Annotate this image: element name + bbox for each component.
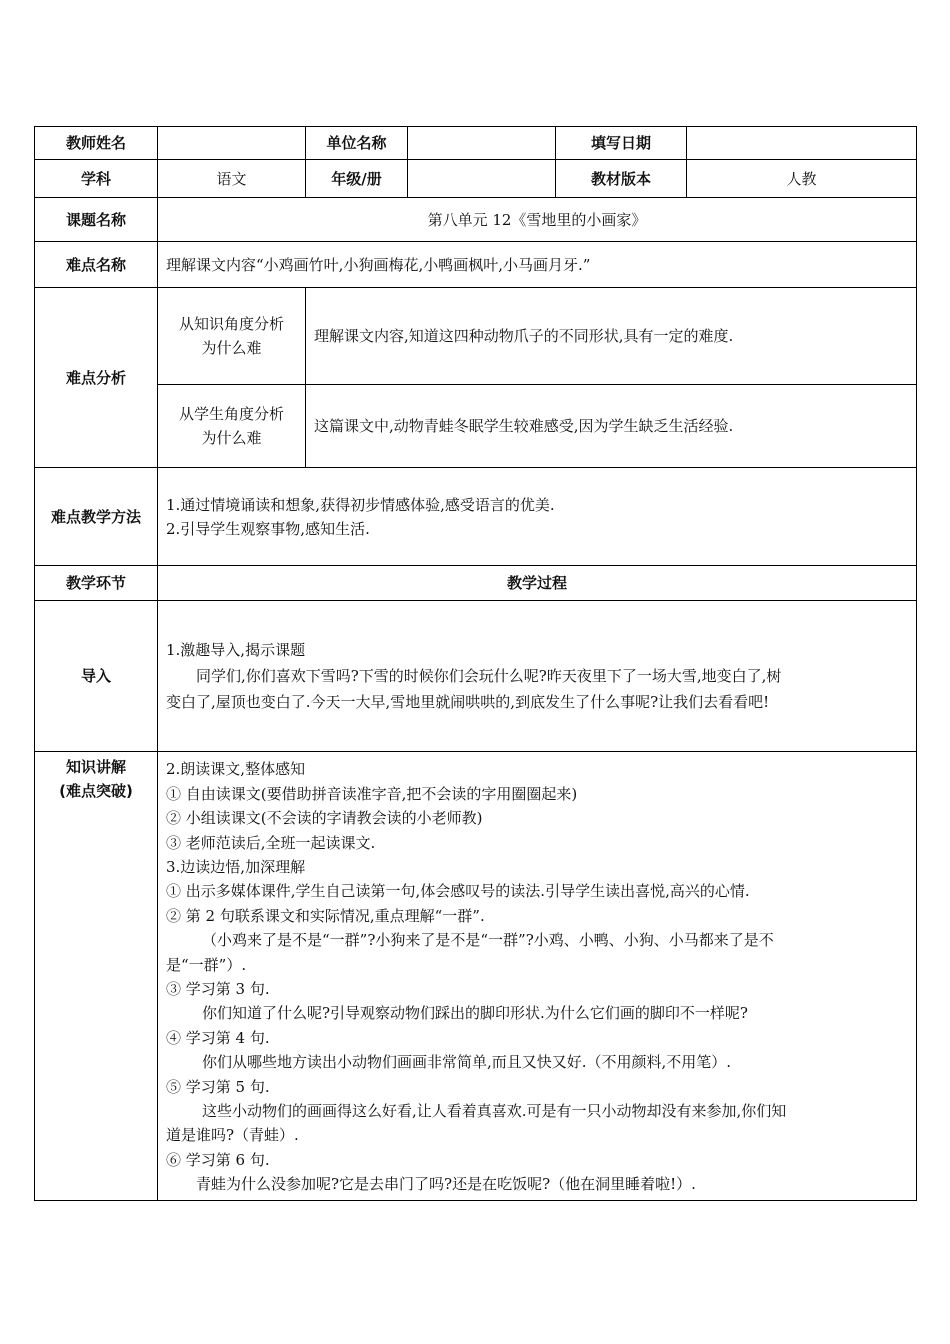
- knowledge-line: 2.朗读课文,整体感知: [166, 760, 306, 779]
- student-angle-label-line2: 为什么难: [201, 429, 262, 447]
- student-angle-label: [158, 385, 306, 468]
- fill-date-value: [687, 127, 917, 160]
- knowledge-line: ④ 学习第 4 句.: [166, 1028, 270, 1047]
- difficulty-label: 难点名称: [35, 242, 158, 288]
- knowledge-line: 你们从哪些地方读出小动物们画画非常简单,而且又快又好.（不用颜料,不用笔）.: [202, 1053, 732, 1072]
- method-content: [158, 468, 917, 566]
- intro-content: [158, 601, 917, 752]
- intro-row: [35, 601, 917, 752]
- knowledge-angle-label-line1: 从知识角度分析: [178, 315, 284, 333]
- analysis-row-student: [35, 385, 917, 468]
- knowledge-line: ② 第 2 句联系课文和实际情况,重点理解“一群”.: [166, 906, 485, 925]
- difficulty-row: [35, 242, 917, 288]
- intro-title: 1.激趣导入,揭示课题: [166, 641, 306, 659]
- process-header-row: [35, 566, 917, 601]
- knowledge-angle-label: [158, 288, 306, 385]
- process-header-label: 教学过程: [158, 566, 917, 601]
- student-angle-value: 这篇课文中,动物青蛙冬眠学生较难感受,因为学生缺乏生活经验.: [306, 385, 917, 468]
- knowledge-line: 这些小动物们的画画得这么好看,让人看着真喜欢.可是有一只小动物却没有来参加,你们知: [202, 1102, 787, 1121]
- fill-date-label: 填写日期: [556, 127, 687, 160]
- knowledge-label-line1: 知识讲解: [65, 758, 126, 776]
- unit-name-label: 单位名称: [306, 127, 408, 160]
- knowledge-line: 3.边读边悟,加深理解: [166, 857, 306, 876]
- method-row: [35, 468, 917, 566]
- knowledge-line: 青蛙为什么没参加呢?它是去串门了吗?还是在吃饭呢?（他在洞里睡着啦!）.: [196, 1175, 696, 1194]
- unit-name-value: [408, 127, 556, 160]
- knowledge-line: 你们知道了什么呢?引导观察动物们踩出的脚印形状.为什么它们画的脚印不一样呢?: [202, 1004, 748, 1023]
- info-row-1: [35, 127, 917, 160]
- knowledge-row: [35, 752, 917, 1201]
- analysis-label: 难点分析: [35, 288, 158, 468]
- knowledge-angle-value: 理解课文内容,知道这四种动物爪子的不同形状,具有一定的难度.: [306, 288, 917, 385]
- knowledge-line: ③ 学习第 3 句.: [166, 980, 270, 998]
- knowledge-line: （小鸡来了是不是“一群”?小狗来了是不是“一群”?小鸡、小鸭、小狗、小马都来了是不: [202, 931, 774, 950]
- stage-header-label: 教学环节: [35, 566, 158, 601]
- student-angle-label-line1: 从学生角度分析: [178, 405, 284, 423]
- difficulty-value: 理解课文内容“小鸡画竹叶,小狗画梅花,小鸭画枫叶,小马画月牙.”: [158, 242, 917, 288]
- analysis-row-knowledge: [35, 288, 917, 385]
- info-row-2: [35, 160, 917, 198]
- teacher-name-value: [158, 127, 306, 160]
- knowledge-line: ② 小组读课文(不会读的字请教会读的小老师教): [166, 809, 483, 828]
- knowledge-line: ⑥ 学习第 6 句.: [166, 1150, 270, 1169]
- intro-label: 导入: [35, 601, 158, 752]
- knowledge-line: ① 自由读课文(要借助拼音读准字音,把不会读的字用圈圈起来): [166, 784, 578, 803]
- grade-label: 年级/册: [306, 160, 408, 198]
- intro-para-line-2: 变白了,屋顶也变白了.今天一大早,雪地里就闹哄哄的,到底发生了什么事呢?让我们去看看吧!: [166, 693, 770, 711]
- textbook-label: 教材版本: [556, 160, 687, 198]
- method-label: 难点教学方法: [35, 468, 158, 566]
- topic-value: 第八单元 12《雪地里的小画家》: [158, 198, 917, 242]
- knowledge-line: ③ 老师范读后,全班一起读课文.: [166, 833, 376, 852]
- textbook-value: 人教: [687, 160, 917, 198]
- knowledge-label-line2: (难点突破): [59, 782, 133, 800]
- teacher-name-label: 教师姓名: [35, 127, 158, 160]
- knowledge-line: ① 出示多媒体课件,学生自己读第一句,体会感叹号的读法.引导学生读出喜悦,高兴的心情.: [166, 882, 750, 901]
- method-line-1: 1.通过情境诵读和想象,获得初步情感体验,感受语言的优美.: [166, 495, 555, 514]
- knowledge-line: ⑤ 学习第 5 句.: [166, 1077, 270, 1096]
- knowledge-angle-label-line2: 为什么难: [201, 339, 262, 357]
- knowledge-line: 道是谁吗?（青蛙）.: [166, 1126, 299, 1145]
- intro-para-line-1: 同学们,你们喜欢下雪吗?下雪的时候你们会玩什么呢?昨天夜里下了一场大雪,地变白了,树: [196, 667, 782, 685]
- topic-label: 课题名称: [35, 198, 158, 242]
- topic-row: [35, 198, 917, 242]
- subject-value: 语文: [158, 160, 306, 198]
- lesson-plan-table: [34, 126, 917, 1201]
- method-line-2: 2.引导学生观察事物,感知生活.: [166, 519, 370, 538]
- knowledge-label: [35, 752, 158, 1201]
- subject-label: 学科: [35, 160, 158, 198]
- knowledge-content: [158, 752, 917, 1201]
- knowledge-line: 是“一群”）.: [166, 955, 247, 974]
- grade-value: [408, 160, 556, 198]
